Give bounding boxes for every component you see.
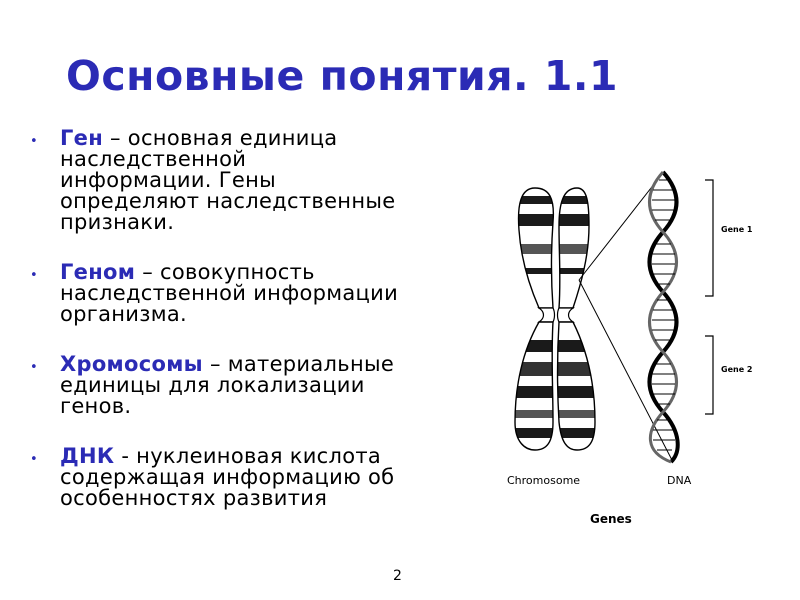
bullet-definition-start: – основная единица	[103, 128, 338, 150]
slide-title: Основные понятия. 1.1	[66, 52, 619, 100]
bullet-term: Хромосомы	[60, 352, 203, 376]
gene2-label: Gene 2	[721, 365, 753, 374]
bullet-line: особенностях развития	[60, 486, 328, 510]
centromere-left	[539, 308, 555, 322]
bullet-line: генов.	[60, 394, 132, 418]
bullet-chromosomes	[30, 354, 476, 417]
dna-helix	[650, 172, 678, 462]
bullet-genome	[30, 262, 476, 325]
chromosome-dna-figure	[495, 160, 765, 540]
figure-svg	[495, 160, 765, 540]
bullet-definition-start: – материальные	[202, 352, 395, 376]
chromosome-label: Chromosome	[507, 474, 581, 487]
genes-caption: Genes	[590, 512, 632, 526]
bullet-first-line	[60, 446, 476, 467]
bullet-gene	[30, 128, 476, 233]
bullet-term: ДНК	[60, 444, 115, 468]
bullet-term: Ген	[60, 128, 104, 150]
gene1-bracket	[705, 180, 713, 296]
bullet-line: единицы для локализации	[60, 373, 365, 397]
bullet-marker: •	[30, 134, 38, 149]
bullet-term: Геном	[60, 260, 136, 284]
bullet-marker: •	[30, 268, 38, 283]
page-number: 2	[393, 568, 402, 584]
gene2-bracket	[705, 336, 713, 414]
bullet-marker: •	[30, 452, 38, 467]
bullet-list	[30, 128, 476, 600]
gene-brackets	[705, 180, 713, 414]
bullet-line: информации. Гены	[60, 168, 276, 192]
gene1-label: Gene 1	[721, 225, 753, 234]
bullet-marker: •	[30, 360, 38, 375]
bullet-definition-start: - нуклеиновая кислота	[114, 444, 382, 468]
bullet-first-line	[60, 262, 476, 283]
bullet-line: наследственной	[60, 147, 247, 171]
bullet-line: наследственной информации	[60, 281, 399, 305]
dna-label: DNA	[667, 474, 692, 487]
bullet-definition-start: – совокупность	[135, 260, 315, 284]
bullet-first-line	[60, 128, 476, 149]
bullet-dna	[30, 446, 476, 509]
bullet-first-line	[60, 354, 476, 375]
bullet-line: содержащая информацию об	[60, 465, 395, 489]
bullet-line: признаки.	[60, 210, 175, 234]
bullet-line: организма.	[60, 302, 188, 326]
bullet-line: определяют наследственные	[60, 189, 396, 213]
centromere-right	[558, 308, 574, 322]
